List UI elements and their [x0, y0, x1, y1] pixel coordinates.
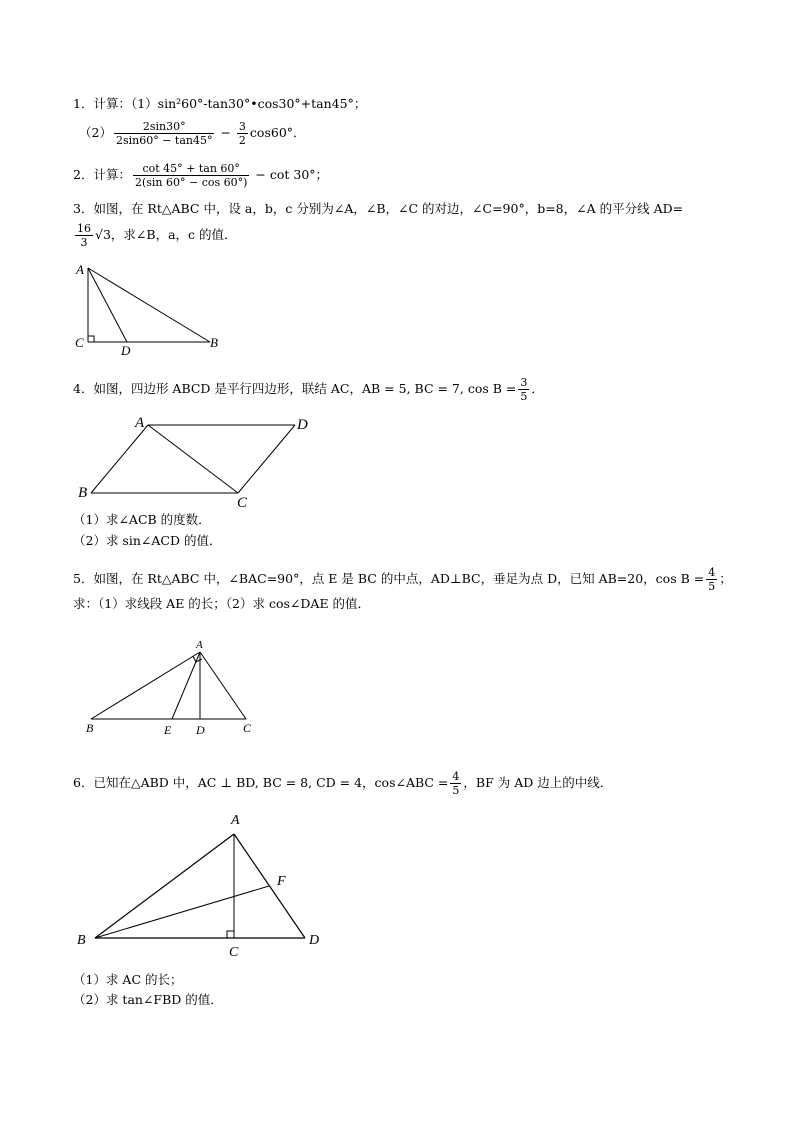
problem-6-line-1 — [73, 770, 612, 797]
problem-5-line-1 — [73, 566, 732, 593]
problem-1-part-2 — [79, 120, 306, 147]
problem-4-tail: ． — [531, 381, 544, 396]
label-D: D — [297, 417, 308, 433]
label-A: A — [135, 415, 145, 431]
label-B: B — [78, 485, 88, 501]
fraction-numerator: 2sin30° — [114, 120, 215, 134]
label-B: B — [86, 721, 94, 735]
fraction-numerator: 16 — [77, 222, 91, 235]
problem-6-tail: ，BF 为 AD 边上的中线． — [463, 775, 613, 790]
problem-4-sub-1: （1）求∠ACB 的度数． — [73, 512, 211, 527]
problem-3-line-1: 3．如图，在 Rt△ABC 中，设 a，b，c 分别为∠A，∠B，∠C 的对边，∠C=90°，b=8，∠A 的平分线 AD= — [73, 201, 684, 216]
label-C: C — [75, 335, 84, 350]
fraction-denominator: 5 — [708, 580, 716, 593]
problem-6-sub-1: （1）求 AC 的长； — [73, 972, 183, 987]
problem-6-figure — [72, 808, 332, 958]
fraction-numerator: 3 — [238, 120, 246, 133]
problem-3-tail: ，求∠B，a，c 的值． — [110, 227, 237, 242]
problem-2-label: 2．计算： — [73, 167, 131, 182]
label-D: D — [121, 343, 131, 358]
problem-6-sub-2: （2）求 tan∠FBD 的值． — [73, 992, 223, 1007]
problem-5-line-2: 求：（1）求线段 AE 的长；（2）求 cos∠DAE 的值． — [73, 596, 371, 611]
fraction-denominator: 5 — [520, 390, 528, 403]
problem-4-sub-2: （2）求 sin∠ACD 的值． — [73, 533, 222, 548]
problem-1-part-2-tail: cos60°． — [249, 125, 306, 140]
problem-5-text: 5．如图，在 Rt△ABC 中，∠BAC=90°，点 E 是 BC 的中点，AD⊥BC，垂足为点 D，已知 AB=20，cos B = — [73, 571, 705, 586]
label-C: C — [243, 721, 252, 735]
label-B: B — [77, 933, 86, 948]
fraction-denominator: 3 — [80, 236, 88, 249]
problem-5-figure — [80, 636, 280, 741]
label-B: B — [210, 335, 218, 350]
label-E: E — [164, 723, 172, 737]
problem-1-fraction — [114, 120, 215, 147]
label-A: A — [196, 639, 203, 651]
problem-1-part-2-label: （2） — [79, 125, 112, 140]
problem-5-tail: ； — [719, 571, 732, 586]
fraction-denominator: 2sin60° − tan45° — [115, 134, 213, 147]
fraction-denominator: 5 — [452, 784, 460, 797]
fraction-denominator: 2(sin 60° − cos 60°) — [134, 176, 248, 189]
problem-2-tail: − cot 30°； — [255, 167, 329, 182]
problem-5-fraction — [706, 566, 717, 593]
fraction-numerator: cot 45° + tan 60° — [133, 162, 249, 176]
label-C: C — [229, 945, 239, 960]
problem-1-line-1: 1．计算：（1）sin²60°-tan30°•cos30°+tan45°； — [73, 96, 367, 111]
sqrt-3: √3 — [95, 227, 111, 242]
label-C: C — [237, 495, 248, 511]
problem-3-fraction — [75, 222, 93, 249]
problem-4-text: 4．如图，四边形 ABCD 是平行四边形，联结 AC，AB = 5, BC = 7, cos B = — [73, 381, 517, 396]
fraction-numerator: 3 — [520, 376, 528, 389]
problem-4-line-1 — [73, 376, 544, 403]
label-D: D — [196, 723, 205, 737]
problem-1-fraction-2 — [237, 120, 248, 147]
problem-2 — [73, 162, 328, 189]
fraction-numerator: 4 — [708, 566, 716, 579]
label-A: A — [231, 813, 240, 828]
label-D: D — [309, 933, 320, 948]
minus-sign: − — [220, 125, 231, 140]
label-A: A — [76, 262, 84, 277]
problem-6-text: 6．已知在△ABD 中，AC ⊥ BD, BC = 8, CD = 4，cos∠ABC = — [73, 775, 449, 790]
problem-4-figure — [75, 412, 325, 512]
problem-2-fraction — [133, 162, 249, 189]
label-F: F — [277, 874, 286, 889]
problem-3-line-2 — [73, 222, 237, 249]
problem-3-figure — [70, 262, 230, 357]
fraction-denominator: 2 — [238, 134, 246, 147]
fraction-numerator: 4 — [452, 770, 460, 783]
problem-6-fraction — [450, 770, 461, 797]
problem-4-fraction — [518, 376, 529, 403]
